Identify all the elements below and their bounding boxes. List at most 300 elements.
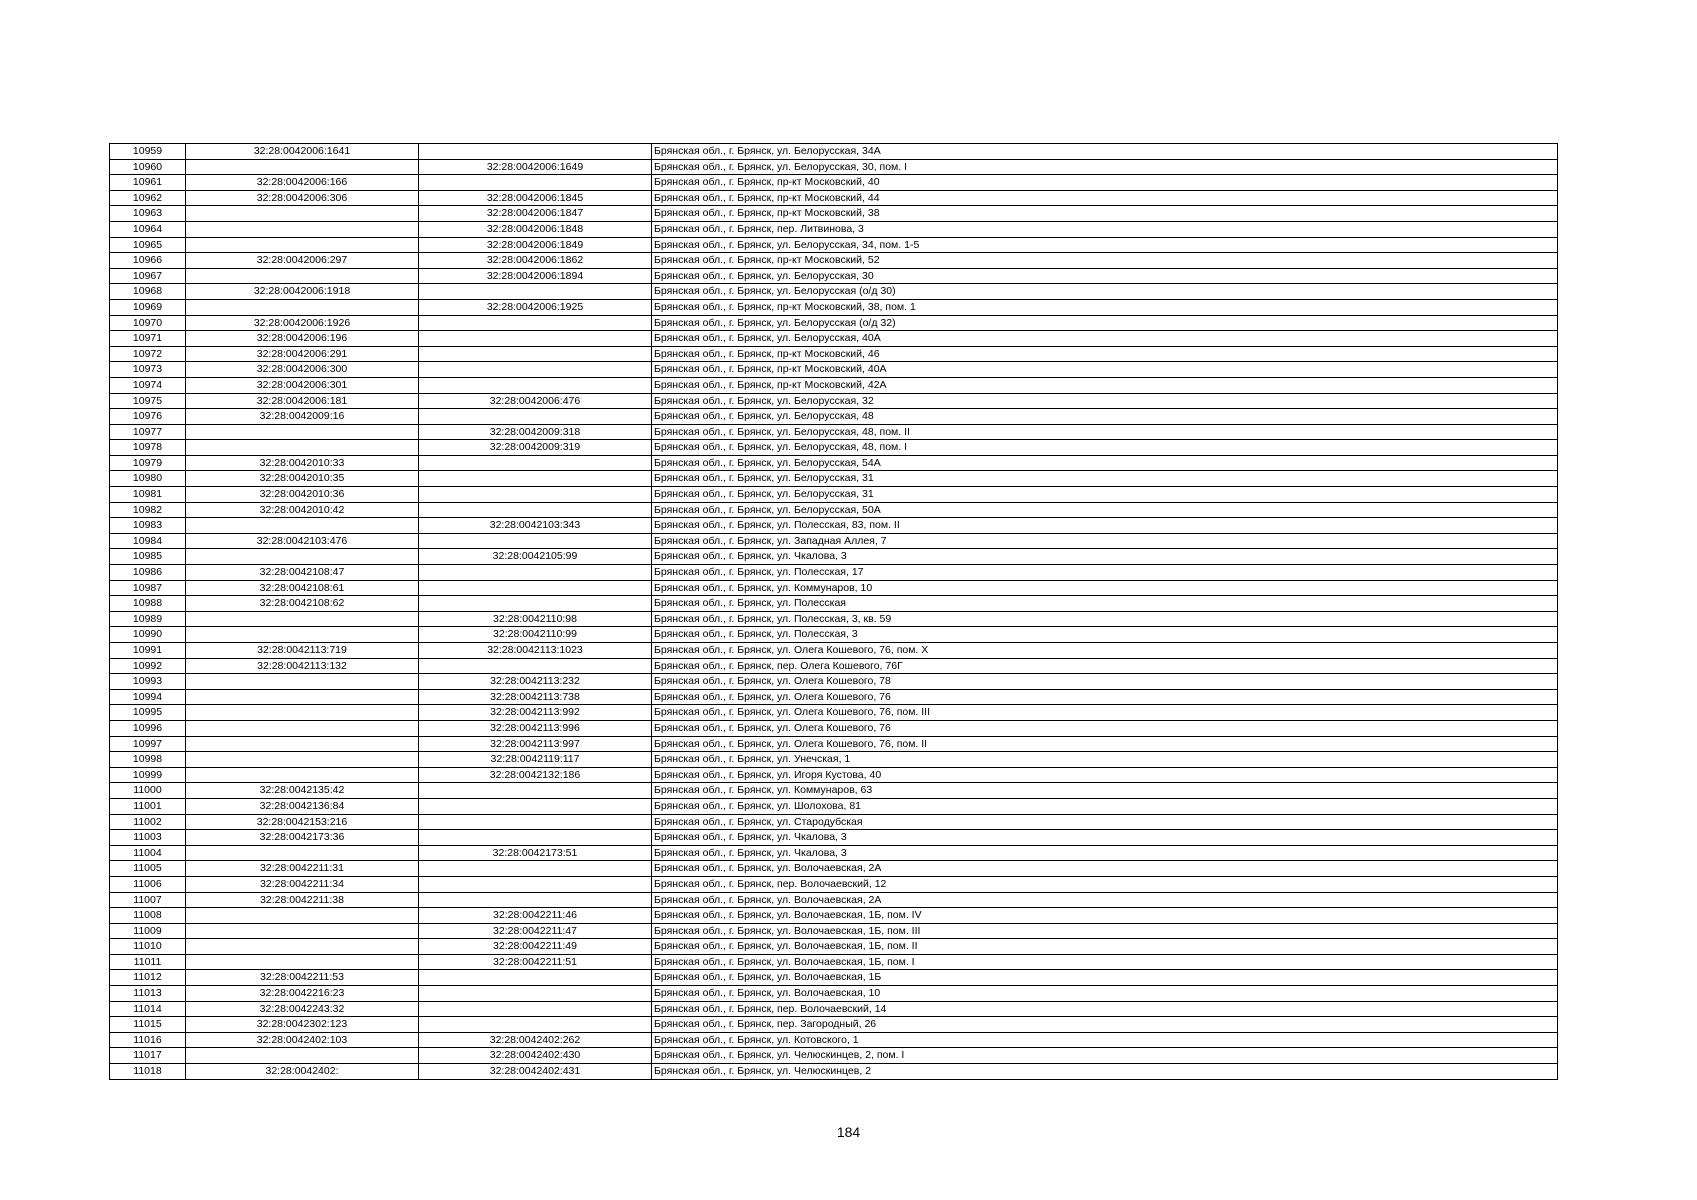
table-row: [110, 814, 1558, 830]
row-number-cell: 10964: [110, 221, 186, 237]
row-number-cell: 10983: [110, 518, 186, 534]
building-cadastral-number-cell: [419, 331, 652, 347]
building-cadastral-number-cell: 32:28:0042113:997: [419, 736, 652, 752]
land-cadastral-number-cell: 32:28:0042211:38: [186, 892, 419, 908]
land-cadastral-number-cell: 32:28:0042006:196: [186, 331, 419, 347]
land-cadastral-number-cell: 32:28:0042006:301: [186, 377, 419, 393]
property-table-body: [110, 144, 1558, 1080]
land-cadastral-number-cell: [186, 752, 419, 768]
row-number-cell: 10971: [110, 331, 186, 347]
row-number-cell: 10984: [110, 533, 186, 549]
row-number-cell: 10986: [110, 565, 186, 581]
row-number-cell: 11010: [110, 939, 186, 955]
land-cadastral-number-cell: 32:28:0042010:33: [186, 455, 419, 471]
building-cadastral-number-cell: 32:28:0042006:1649: [419, 159, 652, 175]
building-cadastral-number-cell: [419, 814, 652, 830]
address-cell: Брянская обл., г. Брянск, ул. Белорусская, 50А: [652, 502, 1558, 518]
building-cadastral-number-cell: 32:28:0042006:1845: [419, 190, 652, 206]
table-row: [110, 471, 1558, 487]
building-cadastral-number-cell: 32:28:0042211:51: [419, 954, 652, 970]
address-cell: Брянская обл., г. Брянск, пер. Волочаевский, 14: [652, 1001, 1558, 1017]
address-cell: Брянская обл., г. Брянск, ул. Белорусская (о/д 32): [652, 315, 1558, 331]
row-number-cell: 11015: [110, 1017, 186, 1033]
building-cadastral-number-cell: 32:28:0042113:738: [419, 689, 652, 705]
row-number-cell: 10974: [110, 377, 186, 393]
table-row: [110, 502, 1558, 518]
address-cell: Брянская обл., г. Брянск, ул. Волочаевская, 1Б, пом. III: [652, 923, 1558, 939]
table-row: [110, 1064, 1558, 1080]
row-number-cell: 10961: [110, 175, 186, 191]
address-cell: Брянская обл., г. Брянск, ул. Олега Кошевого, 76, пом. III: [652, 705, 1558, 721]
row-number-cell: 10995: [110, 705, 186, 721]
building-cadastral-number-cell: [419, 455, 652, 471]
table-row: [110, 674, 1558, 690]
row-number-cell: 10976: [110, 409, 186, 425]
row-number-cell: 10994: [110, 689, 186, 705]
land-cadastral-number-cell: [186, 954, 419, 970]
address-cell: Брянская обл., г. Брянск, ул. Белорусская, 31: [652, 487, 1558, 503]
address-cell: Брянская обл., г. Брянск, ул. Белорусская, 31: [652, 471, 1558, 487]
land-cadastral-number-cell: 32:28:0042113:132: [186, 658, 419, 674]
building-cadastral-number-cell: 32:28:0042113:1023: [419, 643, 652, 659]
table-row: [110, 144, 1558, 160]
address-cell: Брянская обл., г. Брянск, ул. Котовского, 1: [652, 1032, 1558, 1048]
building-cadastral-number-cell: 32:28:0042402:262: [419, 1032, 652, 1048]
row-number-cell: 11008: [110, 908, 186, 924]
address-cell: Брянская обл., г. Брянск, ул. Полесская, 3, кв. 59: [652, 611, 1558, 627]
table-row: [110, 455, 1558, 471]
row-number-cell: 11002: [110, 814, 186, 830]
table-row: [110, 830, 1558, 846]
table-row: [110, 362, 1558, 378]
table-row: [110, 611, 1558, 627]
building-cadastral-number-cell: 32:28:0042006:1862: [419, 253, 652, 269]
address-cell: Брянская обл., г. Брянск, пр-кт Московский, 40А: [652, 362, 1558, 378]
row-number-cell: 10997: [110, 736, 186, 752]
building-cadastral-number-cell: [419, 377, 652, 393]
address-cell: Брянская обл., г. Брянск, ул. Челюскинцев, 2: [652, 1064, 1558, 1080]
row-number-cell: 11005: [110, 861, 186, 877]
row-number-cell: 11016: [110, 1032, 186, 1048]
building-cadastral-number-cell: 32:28:0042006:1847: [419, 206, 652, 222]
table-row: [110, 221, 1558, 237]
building-cadastral-number-cell: [419, 783, 652, 799]
address-cell: Брянская обл., г. Брянск, пр-кт Московский, 44: [652, 190, 1558, 206]
row-number-cell: 11012: [110, 970, 186, 986]
land-cadastral-number-cell: 32:28:0042173:36: [186, 830, 419, 846]
table-row: [110, 876, 1558, 892]
land-cadastral-number-cell: 32:28:0042010:35: [186, 471, 419, 487]
land-cadastral-number-cell: [186, 299, 419, 315]
building-cadastral-number-cell: 32:28:0042113:996: [419, 720, 652, 736]
table-row: [110, 315, 1558, 331]
table-row: [110, 253, 1558, 269]
row-number-cell: 10972: [110, 346, 186, 362]
table-row: [110, 798, 1558, 814]
building-cadastral-number-cell: 32:28:0042103:343: [419, 518, 652, 534]
table-row: [110, 487, 1558, 503]
table-row: [110, 190, 1558, 206]
land-cadastral-number-cell: 32:28:0042302:123: [186, 1017, 419, 1033]
land-cadastral-number-cell: 32:28:0042006:1926: [186, 315, 419, 331]
table-row: [110, 518, 1558, 534]
building-cadastral-number-cell: 32:28:0042006:476: [419, 393, 652, 409]
address-cell: Брянская обл., г. Брянск, пр-кт Московский, 52: [652, 253, 1558, 269]
building-cadastral-number-cell: [419, 1001, 652, 1017]
land-cadastral-number-cell: [186, 424, 419, 440]
address-cell: Брянская обл., г. Брянск, ул. Белорусская, 30, пом. I: [652, 159, 1558, 175]
building-cadastral-number-cell: [419, 487, 652, 503]
table-row: [110, 939, 1558, 955]
building-cadastral-number-cell: 32:28:0042211:46: [419, 908, 652, 924]
address-cell: Брянская обл., г. Брянск, пер. Литвинова, 3: [652, 221, 1558, 237]
address-cell: Брянская обл., г. Брянск, ул. Олега Кошевого, 76: [652, 720, 1558, 736]
table-row: [110, 986, 1558, 1002]
table-row: [110, 237, 1558, 253]
land-cadastral-number-cell: 32:28:0042103:476: [186, 533, 419, 549]
building-cadastral-number-cell: 32:28:0042211:47: [419, 923, 652, 939]
land-cadastral-number-cell: [186, 206, 419, 222]
row-number-cell: 10990: [110, 627, 186, 643]
land-cadastral-number-cell: 32:28:0042108:62: [186, 596, 419, 612]
table-row: [110, 689, 1558, 705]
building-cadastral-number-cell: [419, 876, 652, 892]
building-cadastral-number-cell: 32:28:0042110:98: [419, 611, 652, 627]
address-cell: Брянская обл., г. Брянск, ул. Унечская, 1: [652, 752, 1558, 768]
row-number-cell: 10999: [110, 767, 186, 783]
table-row: [110, 533, 1558, 549]
building-cadastral-number-cell: 32:28:0042009:318: [419, 424, 652, 440]
building-cadastral-number-cell: 32:28:0042105:99: [419, 549, 652, 565]
building-cadastral-number-cell: [419, 658, 652, 674]
building-cadastral-number-cell: 32:28:0042110:99: [419, 627, 652, 643]
building-cadastral-number-cell: 32:28:0042132:186: [419, 767, 652, 783]
table-row: [110, 175, 1558, 191]
table-row: [110, 159, 1558, 175]
table-row: [110, 346, 1558, 362]
building-cadastral-number-cell: 32:28:0042402:431: [419, 1064, 652, 1080]
table-row: [110, 1032, 1558, 1048]
land-cadastral-number-cell: [186, 689, 419, 705]
row-number-cell: 10960: [110, 159, 186, 175]
table-row: [110, 440, 1558, 456]
address-cell: Брянская обл., г. Брянск, ул. Волочаевская, 10: [652, 986, 1558, 1002]
address-cell: Брянская обл., г. Брянск, пер. Загородный, 26: [652, 1017, 1558, 1033]
land-cadastral-number-cell: 32:28:0042211:31: [186, 861, 419, 877]
address-cell: Брянская обл., г. Брянск, ул. Коммунаров, 10: [652, 580, 1558, 596]
land-cadastral-number-cell: 32:28:0042402:: [186, 1064, 419, 1080]
land-cadastral-number-cell: 32:28:0042211:34: [186, 876, 419, 892]
row-number-cell: 10987: [110, 580, 186, 596]
address-cell: Брянская обл., г. Брянск, ул. Олега Кошевого, 78: [652, 674, 1558, 690]
address-cell: Брянская обл., г. Брянск, ул. Белорусская, 34, пом. 1-5: [652, 237, 1558, 253]
building-cadastral-number-cell: [419, 315, 652, 331]
building-cadastral-number-cell: [419, 284, 652, 300]
land-cadastral-number-cell: [186, 720, 419, 736]
land-cadastral-number-cell: 32:28:0042211:53: [186, 970, 419, 986]
property-table: [109, 143, 1558, 1080]
land-cadastral-number-cell: 32:28:0042113:719: [186, 643, 419, 659]
table-row: [110, 954, 1558, 970]
address-cell: Брянская обл., г. Брянск, ул. Белорусская, 34А: [652, 144, 1558, 160]
page-number: 184: [836, 1124, 861, 1140]
table-row: [110, 908, 1558, 924]
land-cadastral-number-cell: [186, 268, 419, 284]
table-row: [110, 970, 1558, 986]
land-cadastral-number-cell: [186, 159, 419, 175]
table-row: [110, 1048, 1558, 1064]
row-number-cell: 10967: [110, 268, 186, 284]
land-cadastral-number-cell: [186, 705, 419, 721]
address-cell: Брянская обл., г. Брянск, ул. Белорусская, 48, пом. II: [652, 424, 1558, 440]
building-cadastral-number-cell: [419, 565, 652, 581]
address-cell: Брянская обл., г. Брянск, ул. Полесская, 3: [652, 627, 1558, 643]
building-cadastral-number-cell: [419, 986, 652, 1002]
building-cadastral-number-cell: 32:28:0042009:319: [419, 440, 652, 456]
address-cell: Брянская обл., г. Брянск, ул. Западная Аллея, 7: [652, 533, 1558, 549]
table-row: [110, 923, 1558, 939]
address-cell: Брянская обл., г. Брянск, ул. Чкалова, 3: [652, 830, 1558, 846]
row-number-cell: 10993: [110, 674, 186, 690]
address-cell: Брянская обл., г. Брянск, ул. Олега Кошевого, 76: [652, 689, 1558, 705]
row-number-cell: 10978: [110, 440, 186, 456]
row-number-cell: 10985: [110, 549, 186, 565]
address-cell: Брянская обл., г. Брянск, ул. Олега Кошевого, 76, пом. II: [652, 736, 1558, 752]
address-cell: Брянская обл., г. Брянск, пр-кт Московский, 40: [652, 175, 1558, 191]
table-row: [110, 720, 1558, 736]
table-row: [110, 206, 1558, 222]
row-number-cell: 11013: [110, 986, 186, 1002]
row-number-cell: 11001: [110, 798, 186, 814]
land-cadastral-number-cell: 32:28:0042010:36: [186, 487, 419, 503]
address-cell: Брянская обл., г. Брянск, пр-кт Московский, 38, пом. 1: [652, 299, 1558, 315]
row-number-cell: 10962: [110, 190, 186, 206]
land-cadastral-number-cell: 32:28:0042006:291: [186, 346, 419, 362]
land-cadastral-number-cell: 32:28:0042006:166: [186, 175, 419, 191]
row-number-cell: 11009: [110, 923, 186, 939]
row-number-cell: 10975: [110, 393, 186, 409]
address-cell: Брянская обл., г. Брянск, ул. Стародубская: [652, 814, 1558, 830]
row-number-cell: 10988: [110, 596, 186, 612]
land-cadastral-number-cell: [186, 549, 419, 565]
building-cadastral-number-cell: 32:28:0042173:51: [419, 845, 652, 861]
land-cadastral-number-cell: [186, 939, 419, 955]
building-cadastral-number-cell: [419, 798, 652, 814]
building-cadastral-number-cell: [419, 596, 652, 612]
building-cadastral-number-cell: [419, 409, 652, 425]
building-cadastral-number-cell: 32:28:0042119:117: [419, 752, 652, 768]
row-number-cell: 11006: [110, 876, 186, 892]
building-cadastral-number-cell: 32:28:0042006:1894: [419, 268, 652, 284]
address-cell: Брянская обл., г. Брянск, пр-кт Московский, 38: [652, 206, 1558, 222]
address-cell: Брянская обл., г. Брянск, ул. Полесская, 83, пом. II: [652, 518, 1558, 534]
land-cadastral-number-cell: 32:28:0042006:181: [186, 393, 419, 409]
row-number-cell: 10959: [110, 144, 186, 160]
address-cell: Брянская обл., г. Брянск, пер. Волочаевский, 12: [652, 876, 1558, 892]
address-cell: Брянская обл., г. Брянск, ул. Волочаевская, 1Б: [652, 970, 1558, 986]
address-cell: Брянская обл., г. Брянск, ул. Белорусская, 54А: [652, 455, 1558, 471]
building-cadastral-number-cell: [419, 533, 652, 549]
table-row: [110, 767, 1558, 783]
building-cadastral-number-cell: 32:28:0042006:1849: [419, 237, 652, 253]
land-cadastral-number-cell: 32:28:0042243:32: [186, 1001, 419, 1017]
table-row: [110, 596, 1558, 612]
address-cell: Брянская обл., г. Брянск, ул. Волочаевская, 2А: [652, 892, 1558, 908]
row-number-cell: 11000: [110, 783, 186, 799]
building-cadastral-number-cell: [419, 362, 652, 378]
row-number-cell: 10989: [110, 611, 186, 627]
land-cadastral-number-cell: 32:28:0042010:42: [186, 502, 419, 518]
row-number-cell: 10966: [110, 253, 186, 269]
table-row: [110, 284, 1558, 300]
row-number-cell: 11011: [110, 954, 186, 970]
address-cell: Брянская обл., г. Брянск, пер. Олега Кошевого, 76Г: [652, 658, 1558, 674]
row-number-cell: 11018: [110, 1064, 186, 1080]
building-cadastral-number-cell: [419, 144, 652, 160]
land-cadastral-number-cell: [186, 674, 419, 690]
land-cadastral-number-cell: [186, 237, 419, 253]
land-cadastral-number-cell: 32:28:0042108:47: [186, 565, 419, 581]
land-cadastral-number-cell: [186, 1048, 419, 1064]
table-row: [110, 424, 1558, 440]
building-cadastral-number-cell: [419, 346, 652, 362]
address-cell: Брянская обл., г. Брянск, ул. Коммунаров, 63: [652, 783, 1558, 799]
row-number-cell: 10965: [110, 237, 186, 253]
land-cadastral-number-cell: 32:28:0042108:61: [186, 580, 419, 596]
row-number-cell: 10996: [110, 720, 186, 736]
address-cell: Брянская обл., г. Брянск, ул. Волочаевская, 1Б, пом. IV: [652, 908, 1558, 924]
land-cadastral-number-cell: [186, 923, 419, 939]
row-number-cell: 10979: [110, 455, 186, 471]
row-number-cell: 10973: [110, 362, 186, 378]
building-cadastral-number-cell: [419, 502, 652, 518]
land-cadastral-number-cell: [186, 736, 419, 752]
row-number-cell: 10980: [110, 471, 186, 487]
table-row: [110, 377, 1558, 393]
row-number-cell: 10998: [110, 752, 186, 768]
address-cell: Брянская обл., г. Брянск, ул. Белорусская, 32: [652, 393, 1558, 409]
land-cadastral-number-cell: 32:28:0042006:300: [186, 362, 419, 378]
address-cell: Брянская обл., г. Брянск, ул. Полесская: [652, 596, 1558, 612]
address-cell: Брянская обл., г. Брянск, пр-кт Московский, 46: [652, 346, 1558, 362]
address-cell: Брянская обл., г. Брянск, ул. Полесская, 17: [652, 565, 1558, 581]
building-cadastral-number-cell: 32:28:0042113:992: [419, 705, 652, 721]
building-cadastral-number-cell: 32:28:0042211:49: [419, 939, 652, 955]
table-row: [110, 268, 1558, 284]
building-cadastral-number-cell: [419, 861, 652, 877]
table-row: [110, 565, 1558, 581]
row-number-cell: 10963: [110, 206, 186, 222]
table-row: [110, 580, 1558, 596]
row-number-cell: 11004: [110, 845, 186, 861]
table-row: [110, 627, 1558, 643]
building-cadastral-number-cell: [419, 830, 652, 846]
table-row: [110, 549, 1558, 565]
table-row: [110, 783, 1558, 799]
land-cadastral-number-cell: 32:28:0042153:216: [186, 814, 419, 830]
table-row: [110, 331, 1558, 347]
table-row: [110, 892, 1558, 908]
land-cadastral-number-cell: 32:28:0042402:103: [186, 1032, 419, 1048]
row-number-cell: 10969: [110, 299, 186, 315]
land-cadastral-number-cell: [186, 767, 419, 783]
table-row: [110, 1017, 1558, 1033]
table-row: [110, 393, 1558, 409]
table-row: [110, 658, 1558, 674]
row-number-cell: 11007: [110, 892, 186, 908]
table-row: [110, 1001, 1558, 1017]
table-row: [110, 845, 1558, 861]
building-cadastral-number-cell: 32:28:0042113:232: [419, 674, 652, 690]
row-number-cell: 10991: [110, 643, 186, 659]
address-cell: Брянская обл., г. Брянск, ул. Волочаевская, 1Б, пом. II: [652, 939, 1558, 955]
building-cadastral-number-cell: [419, 1017, 652, 1033]
table-row: [110, 409, 1558, 425]
building-cadastral-number-cell: 32:28:0042402:430: [419, 1048, 652, 1064]
building-cadastral-number-cell: [419, 970, 652, 986]
row-number-cell: 10977: [110, 424, 186, 440]
address-cell: Брянская обл., г. Брянск, ул. Белорусская, 48, пом. I: [652, 440, 1558, 456]
table-row: [110, 643, 1558, 659]
land-cadastral-number-cell: [186, 845, 419, 861]
land-cadastral-number-cell: [186, 908, 419, 924]
building-cadastral-number-cell: [419, 175, 652, 191]
row-number-cell: 10981: [110, 487, 186, 503]
address-cell: Брянская обл., г. Брянск, ул. Шолохова, 81: [652, 798, 1558, 814]
land-cadastral-number-cell: [186, 611, 419, 627]
table-row: [110, 861, 1558, 877]
building-cadastral-number-cell: [419, 471, 652, 487]
row-number-cell: 11014: [110, 1001, 186, 1017]
land-cadastral-number-cell: 32:28:0042006:297: [186, 253, 419, 269]
land-cadastral-number-cell: 32:28:0042009:16: [186, 409, 419, 425]
land-cadastral-number-cell: 32:28:0042006:1918: [186, 284, 419, 300]
table-row: [110, 705, 1558, 721]
address-cell: Брянская обл., г. Брянск, ул. Белорусская, 48: [652, 409, 1558, 425]
building-cadastral-number-cell: [419, 892, 652, 908]
row-number-cell: 10982: [110, 502, 186, 518]
address-cell: Брянская обл., г. Брянск, ул. Волочаевская, 1Б, пом. I: [652, 954, 1558, 970]
address-cell: Брянская обл., г. Брянск, ул. Олега Кошевого, 76, пом. X: [652, 643, 1558, 659]
land-cadastral-number-cell: 32:28:0042216:23: [186, 986, 419, 1002]
address-cell: Брянская обл., г. Брянск, ул. Челюскинцев, 2, пом. I: [652, 1048, 1558, 1064]
address-cell: Брянская обл., г. Брянск, ул. Чкалова, 3: [652, 845, 1558, 861]
row-number-cell: 10992: [110, 658, 186, 674]
land-cadastral-number-cell: 32:28:0042135:42: [186, 783, 419, 799]
building-cadastral-number-cell: 32:28:0042006:1848: [419, 221, 652, 237]
land-cadastral-number-cell: [186, 221, 419, 237]
address-cell: Брянская обл., г. Брянск, пр-кт Московский, 42А: [652, 377, 1558, 393]
land-cadastral-number-cell: 32:28:0042006:306: [186, 190, 419, 206]
address-cell: Брянская обл., г. Брянск, ул. Белорусская, 40А: [652, 331, 1558, 347]
address-cell: Брянская обл., г. Брянск, ул. Чкалова, 3: [652, 549, 1558, 565]
land-cadastral-number-cell: [186, 440, 419, 456]
building-cadastral-number-cell: 32:28:0042006:1925: [419, 299, 652, 315]
table-row: [110, 299, 1558, 315]
land-cadastral-number-cell: 32:28:0042006:1641: [186, 144, 419, 160]
address-cell: Брянская обл., г. Брянск, ул. Волочаевская, 2А: [652, 861, 1558, 877]
row-number-cell: 11017: [110, 1048, 186, 1064]
row-number-cell: 10970: [110, 315, 186, 331]
building-cadastral-number-cell: [419, 580, 652, 596]
land-cadastral-number-cell: [186, 518, 419, 534]
table-row: [110, 752, 1558, 768]
row-number-cell: 10968: [110, 284, 186, 300]
row-number-cell: 11003: [110, 830, 186, 846]
address-cell: Брянская обл., г. Брянск, ул. Белорусская, 30: [652, 268, 1558, 284]
table-row: [110, 736, 1558, 752]
land-cadastral-number-cell: [186, 627, 419, 643]
